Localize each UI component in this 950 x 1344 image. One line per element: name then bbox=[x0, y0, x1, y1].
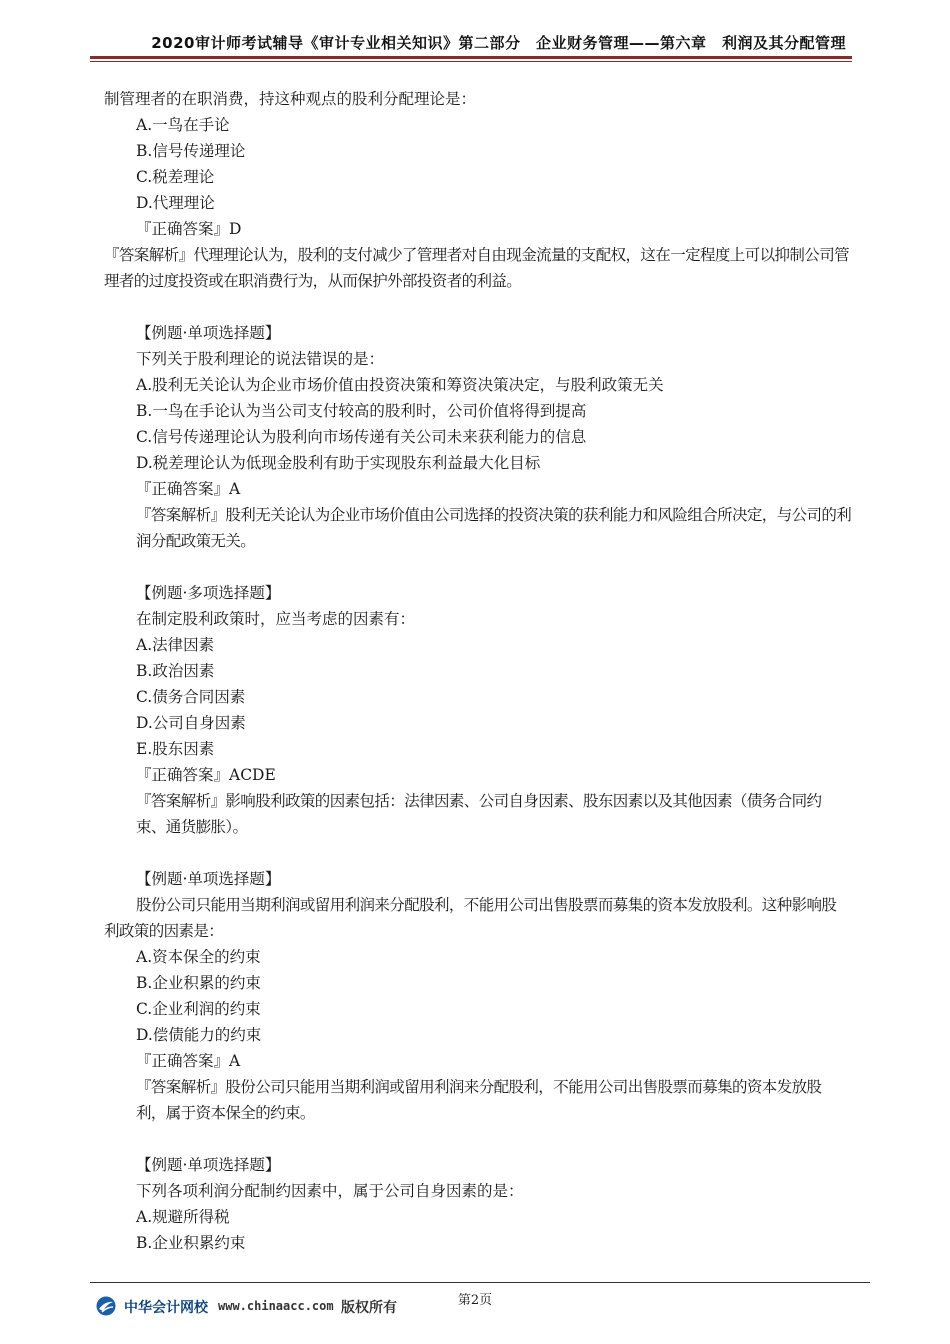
correct-answer: 『正确答案』A bbox=[136, 1052, 241, 1070]
question-stem: 在制定股利政策时，应当考虑的因素有： bbox=[136, 610, 416, 628]
option-b: B.一鸟在手论认为当公司支付较高的股利时，公司价值将得到提高 bbox=[136, 402, 587, 420]
option-b: B.信号传递理论 bbox=[136, 142, 246, 160]
option-d: D.偿债能力的约束 bbox=[136, 1026, 262, 1044]
correct-answer: 『正确答案』D bbox=[136, 220, 242, 238]
question-type-tag: 【例题·单项选择题】 bbox=[136, 324, 281, 342]
question-stem: 下列各项利润分配制约因素中，属于公司自身因素的是： bbox=[136, 1182, 524, 1200]
option-a: A.资本保全的约束 bbox=[136, 948, 261, 966]
option-c: C.债务合同因素 bbox=[136, 688, 246, 706]
option-b: B.企业积累的约束 bbox=[136, 974, 261, 992]
question-type-tag: 【例题·多项选择题】 bbox=[136, 584, 281, 602]
option-c: C.信号传递理论认为股利向市场传递有关公司未来获利能力的信息 bbox=[136, 428, 587, 446]
option-b: B.企业积累约束 bbox=[136, 1234, 246, 1252]
document-body bbox=[104, 86, 850, 1256]
option-c: C.企业利润的约束 bbox=[136, 1000, 261, 1018]
answer-explanation: 『答案解析』影响股利政策的因素包括：法律因素、公司自身因素、股东因素以及其他因素（债务合同约束、通货膨胀）。 bbox=[136, 792, 822, 836]
footer-website[interactable]: www.chinaacc.com bbox=[218, 1299, 334, 1313]
footer-divider bbox=[90, 1282, 870, 1283]
answer-explanation: 『答案解析』代理理论认为，股利的支付减少了管理者对自由现金流量的支配权，这在一定程度上可以抑制公司管理者的过度投资或在职消费行为，从而保护外部投资者的利益。 bbox=[104, 246, 850, 290]
document-header-title: 2020审计师考试辅导《审计专业相关知识》第二部分 企业财务管理——第六章 利润及其分配管理 bbox=[151, 34, 846, 52]
question-stem: 制管理者的在职消费，持这种观点的股利分配理论是： bbox=[104, 90, 477, 108]
answer-explanation: 『答案解析』股利无关论认为企业市场价值由公司选择的投资决策的获利能力和风险组合所决定，与公司的利润分配政策无关。 bbox=[136, 506, 852, 550]
question-type-tag: 【例题·单项选择题】 bbox=[136, 1156, 281, 1174]
page-number: 第2页 bbox=[457, 1293, 493, 1308]
question-stem: 股份公司只能用当期利润或留用利润来分配股利，不能用公司出售股票而募集的资本发放股利。这种影响股利政策的因素是： bbox=[104, 896, 837, 940]
question-type-tag: 【例题·单项选择题】 bbox=[136, 870, 281, 888]
answer-explanation: 『答案解析』股份公司只能用当期利润或留用利润来分配股利，不能用公司出售股票而募集的资本发放股利，属于资本保全的约束。 bbox=[136, 1078, 822, 1122]
option-b: B.政治因素 bbox=[136, 662, 215, 680]
footer-brand-name: 中华会计网校 bbox=[124, 1300, 208, 1316]
option-a: A.一鸟在手论 bbox=[136, 116, 230, 134]
correct-answer: 『正确答案』ACDE bbox=[136, 766, 276, 784]
option-e: E.股东因素 bbox=[136, 740, 215, 758]
option-a: A.法律因素 bbox=[136, 636, 215, 654]
header-divider bbox=[90, 56, 852, 59]
question-stem: 下列关于股利理论的说法错误的是： bbox=[136, 350, 385, 368]
header-divider-thin bbox=[90, 61, 852, 62]
correct-answer: 『正确答案』A bbox=[136, 480, 241, 498]
option-d: D.代理理论 bbox=[136, 194, 215, 212]
option-d: D.公司自身因素 bbox=[136, 714, 246, 732]
option-c: C.税差理论 bbox=[136, 168, 215, 186]
chinaacc-logo-icon bbox=[96, 1296, 116, 1316]
option-a: A.规避所得税 bbox=[136, 1208, 230, 1226]
option-d: D.税差理论认为低现金股利有助于实现股东利益最大化目标 bbox=[136, 454, 541, 472]
footer-copyright: 版权所有 bbox=[341, 1300, 397, 1316]
option-a: A.股利无关论认为企业市场价值由投资决策和筹资决策决定，与股利政策无关 bbox=[136, 376, 664, 394]
